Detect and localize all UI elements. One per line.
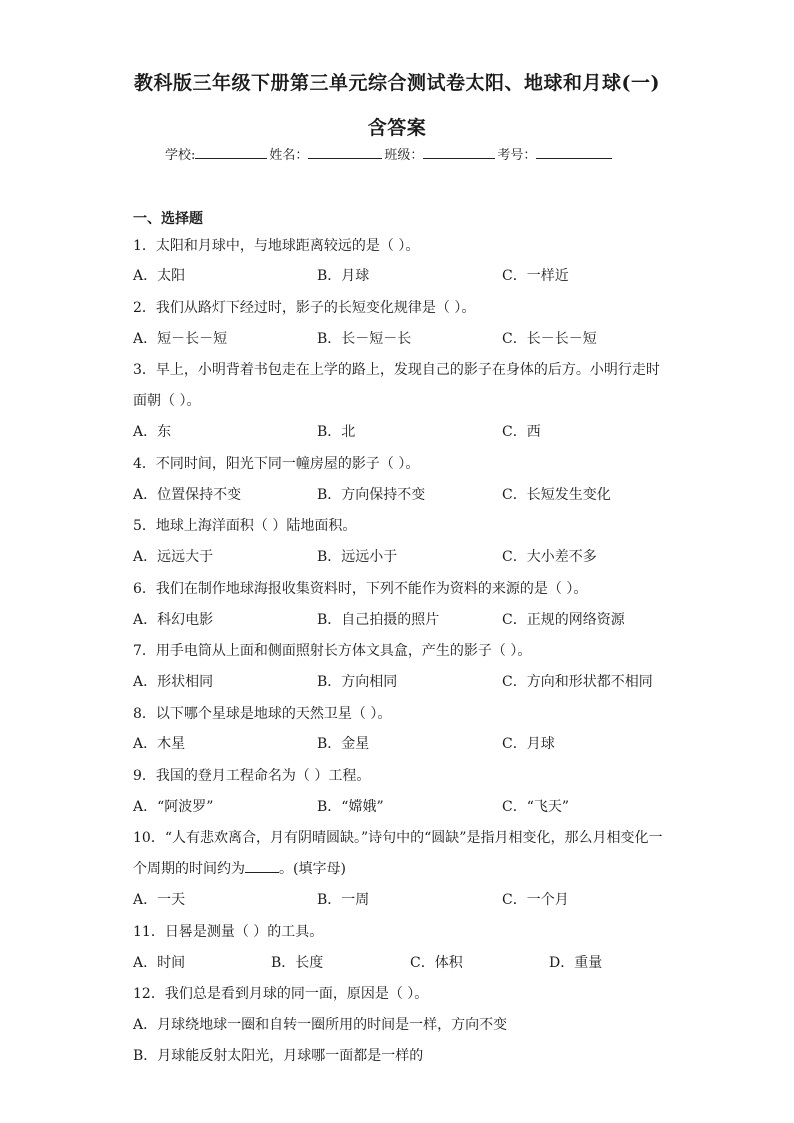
option-a: A．太阳 bbox=[133, 268, 186, 284]
option-b: B．月球 bbox=[317, 268, 370, 284]
question-stem: 5．地球上海洋面积（ ）陆地面积。 bbox=[133, 518, 357, 534]
option-b: B．长度 bbox=[271, 955, 324, 971]
name-label: 姓名： bbox=[269, 148, 309, 163]
school-blank bbox=[195, 146, 267, 159]
exam-title-suffix: 含答案 bbox=[367, 117, 427, 139]
student-info-row bbox=[165, 144, 614, 163]
option-c: C．月球 bbox=[502, 736, 555, 752]
option-c: C．长短发生变化 bbox=[502, 487, 611, 503]
option-c: C．西 bbox=[502, 424, 541, 440]
option-b: B．方向保持不变 bbox=[317, 487, 426, 503]
school-label: 学校: bbox=[165, 148, 196, 163]
option-c: C．“飞天” bbox=[502, 799, 570, 815]
option-a: A．形状相同 bbox=[133, 674, 214, 690]
question-stem: 9．我国的登月工程命名为（ ）工程。 bbox=[133, 768, 371, 784]
option-d: D．重量 bbox=[549, 955, 603, 971]
option-a: A．“阿波罗” bbox=[133, 799, 214, 815]
class-label: 班级： bbox=[384, 148, 424, 163]
option-b: B．自己拍摄的照片 bbox=[317, 612, 440, 628]
question-stem: 1．太阳和月球中，与地球距离较远的是（ ）。 bbox=[133, 238, 420, 254]
option-b: B．金星 bbox=[317, 736, 370, 752]
question-stem: 11．日晷是测量（ ）的工具。 bbox=[133, 924, 324, 940]
exam-number-label: 考号： bbox=[497, 148, 537, 163]
option-c: C．大小差不多 bbox=[502, 549, 597, 565]
question-stem: 6．我们在制作地球海报收集资料时，下列不能作为资料的来源的是（ ）。 bbox=[133, 581, 588, 597]
question-stem-continued bbox=[133, 858, 346, 878]
option-a: A．远远大于 bbox=[133, 549, 214, 565]
exam-title: 教科版三年级下册第三单元综合测试卷太阳、地球和月球(一) bbox=[134, 72, 660, 94]
option-c: C．正规的网络资源 bbox=[502, 612, 625, 628]
option-a: A．一天 bbox=[133, 892, 186, 908]
section-heading: 一、选择题 bbox=[133, 211, 203, 227]
question-stem: 12．我们总是看到月球的同一面，原因是（ ）。 bbox=[133, 986, 429, 1002]
option-c: C．长－长－短 bbox=[502, 331, 597, 347]
option-c: C．一样近 bbox=[502, 268, 569, 284]
question-stem: 2．我们从路灯下经过时，影子的长短变化规律是（ ）。 bbox=[133, 300, 476, 316]
option-a: A．位置保持不变 bbox=[133, 487, 242, 503]
stem-text-after-blank: 。(填字母) bbox=[279, 861, 346, 877]
class-blank bbox=[423, 146, 495, 159]
option-b: B．北 bbox=[317, 424, 356, 440]
name-blank bbox=[308, 146, 382, 159]
option-b: B．一周 bbox=[317, 892, 370, 908]
option-c: C．一个月 bbox=[502, 892, 569, 908]
option-a: A．月球绕地球一圈和自转一圈所用的时间是一样，方向不变 bbox=[133, 1017, 508, 1033]
question-stem-continued: 面朝（ ）。 bbox=[133, 393, 201, 409]
exam-number-blank bbox=[536, 146, 612, 159]
option-a: A．东 bbox=[133, 424, 172, 440]
option-b: B．远远小于 bbox=[317, 549, 398, 565]
option-b: B．长－短－长 bbox=[317, 331, 412, 347]
question-stem: 7．用手电筒从上面和侧面照射长方体文具盒，产生的影子（ ）。 bbox=[133, 643, 532, 659]
option-c: C．方向和形状都不相同 bbox=[502, 674, 653, 690]
option-a: A．短－长－短 bbox=[133, 331, 228, 347]
option-c: C．体积 bbox=[410, 955, 463, 971]
stem-text-before-blank: 个周期的时间约为 bbox=[133, 861, 245, 877]
question-stem: 10．“人有悲欢离合，月有阴晴圆缺。”诗句中的“圆缺”是指月相变化，那么月相变化一 bbox=[133, 830, 663, 846]
option-a: A．科幻电影 bbox=[133, 612, 214, 628]
option-a: A．木星 bbox=[133, 736, 186, 752]
question-stem: 3．早上，小明背着书包走在上学的路上，发现自己的影子在身体的后方。小明行走时 bbox=[133, 362, 660, 378]
option-b: B．“嫦娥” bbox=[317, 799, 384, 815]
option-b: B．方向相同 bbox=[317, 674, 398, 690]
option-b: B．月球能反射太阳光，月球哪一面都是一样的 bbox=[133, 1048, 424, 1064]
option-a: A．时间 bbox=[133, 955, 186, 971]
answer-blank bbox=[245, 860, 279, 873]
question-stem: 8．以下哪个星球是地球的天然卫星（ ）。 bbox=[133, 706, 392, 722]
question-stem: 4．不同时间，阳光下同一幢房屋的影子（ ）。 bbox=[133, 456, 420, 472]
